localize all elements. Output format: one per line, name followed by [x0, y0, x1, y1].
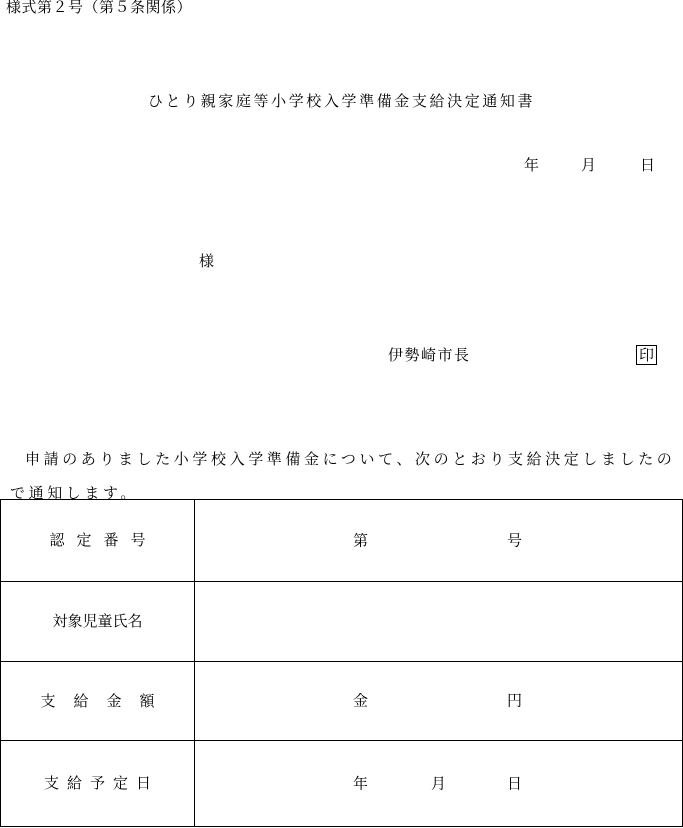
- payment-date-year: 年: [353, 774, 369, 792]
- child-name-label: 対象児童氏名: [52, 612, 143, 630]
- table-row-certification-number: [1, 500, 683, 582]
- table-label: [1, 741, 195, 827]
- date-month-label: 月: [581, 156, 597, 174]
- issuer-title: 伊勢崎市長: [388, 346, 471, 364]
- payment-amount-suffix: 円: [507, 691, 523, 710]
- certification-number-suffix: 号: [507, 531, 523, 549]
- certification-number-prefix: 第: [353, 531, 369, 549]
- table-row-child-name: [1, 582, 683, 662]
- table-value-cell: [195, 582, 683, 662]
- info-table: [0, 499, 683, 827]
- table-label: [1, 582, 195, 662]
- form-number: 様式第２号（第５条関係）: [6, 0, 193, 16]
- payment-date-label: 支給予定日: [43, 774, 159, 792]
- body-text: 申請のありました小学校入学準備金について、次のとおり支給決定しましたので通知します。: [10, 450, 676, 502]
- table-label: [1, 500, 195, 582]
- payment-amount-prefix: 金: [353, 691, 369, 710]
- table-value-cell: [195, 500, 683, 582]
- table-value-cell: [195, 662, 683, 741]
- payment-date-month: 月: [431, 774, 447, 792]
- recipient-honorific: 様: [199, 252, 215, 270]
- date-year-label: 年: [524, 156, 540, 174]
- table-row-payment-amount: [1, 662, 683, 741]
- seal-stamp: 印: [636, 345, 657, 365]
- certification-number-label: 認定番号: [49, 531, 158, 549]
- table-value-cell: [195, 741, 683, 827]
- document-title: ひとり親家庭等小学校入学準備金支給決定通知書: [147, 92, 536, 110]
- table-label: [1, 662, 195, 741]
- date-day-label: 日: [640, 156, 656, 174]
- payment-date-day: 日: [507, 774, 523, 792]
- payment-amount-label: 支給金額: [40, 691, 173, 710]
- table-row-payment-date: [1, 741, 683, 827]
